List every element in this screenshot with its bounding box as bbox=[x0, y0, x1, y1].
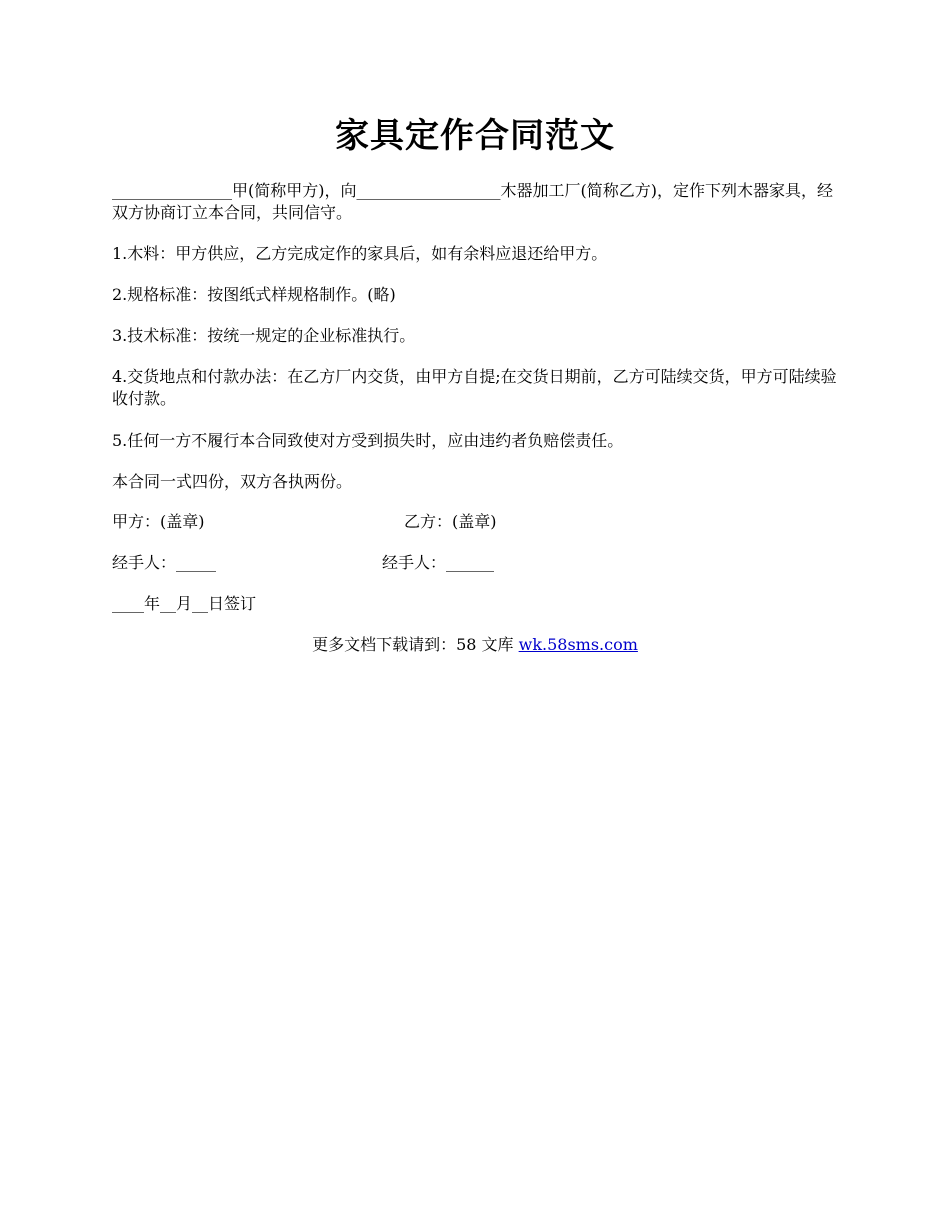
clause-3-technical-standard: 3.技术标准：按统一规定的企业标准执行。 bbox=[112, 326, 416, 345]
contract-intro-paragraph: _______________甲(简称甲方)，向__________________木器加工厂(简称乙方)，定作下列木器家具，经双方协商订立本合同，共同信守。 bbox=[112, 181, 833, 222]
footer-site-link[interactable]: wk.58sms.com bbox=[518, 635, 638, 654]
download-footer bbox=[0, 634, 950, 656]
handler-row bbox=[112, 552, 838, 574]
party-a-seal-label: 甲方：(盖章) bbox=[112, 512, 205, 531]
sign-date-line: ____年__月__日签订 bbox=[112, 594, 257, 613]
party-a-handler-label: 经手人：_____ bbox=[112, 553, 217, 572]
clause-4-delivery-payment: 4.交货地点和付款办法：在乙方厂内交货，由甲方自提;在交货日期前，乙方可陆续交货，甲方可陆续验收付款。 bbox=[112, 367, 837, 408]
party-b-handler-label: 经手人：______ bbox=[382, 553, 495, 572]
footer-prefix-text: 更多文档下载请到：58 文库 bbox=[312, 635, 519, 654]
clause-5-liability: 5.任何一方不履行本合同致使对方受到损失时，应由违约者负赔偿责任。 bbox=[112, 431, 624, 450]
copies-statement: 本合同一式四份，双方各执两份。 bbox=[112, 472, 353, 491]
document-title: 家具定作合同范文 bbox=[335, 116, 615, 156]
party-b-seal-label: 乙方：(盖章) bbox=[404, 512, 497, 531]
clause-1-material: 1.木料：甲方供应，乙方完成定作的家具后，如有余料应退还给甲方。 bbox=[112, 244, 608, 263]
seal-row bbox=[112, 511, 838, 533]
clause-2-specification: 2.规格标准：按图纸式样规格制作。(略) bbox=[112, 285, 396, 304]
